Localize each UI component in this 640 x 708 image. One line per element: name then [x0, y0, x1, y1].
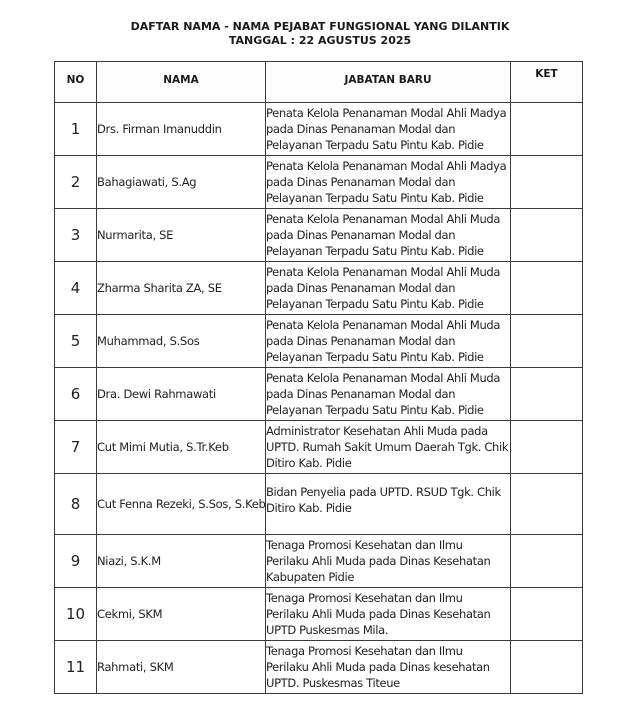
new-position [266, 262, 511, 315]
row-number: 1 [55, 103, 97, 156]
new-position [266, 535, 511, 588]
official-name: Zharma Sharita ZA, SE [97, 262, 266, 315]
position-line: Perilaku Ahli Muda pada Dinas kesehatan [266, 660, 490, 674]
position-line: Pelayanan Terpadu Satu Pintu Kab. Pidie [266, 350, 484, 364]
table-row [55, 535, 583, 588]
table-row [55, 315, 583, 368]
position-line: Pelayanan Terpadu Satu Pintu Kab. Pidie [266, 138, 484, 152]
remarks-cell [511, 103, 583, 156]
position-line: Pelayanan Terpadu Satu Pintu Kab. Pidie [266, 297, 484, 311]
header-ket: KET [511, 62, 583, 103]
position-line: Penata Kelola Penanaman Modal Ahli Muda [266, 318, 501, 332]
remarks-cell [511, 315, 583, 368]
table-row [55, 156, 583, 209]
row-number: 8 [55, 474, 97, 535]
position-line: Perilaku Ahli Muda pada Dinas Kesehatan [266, 554, 491, 568]
position-line: Administrator Kesehatan Ahli Muda pada [266, 424, 488, 438]
remarks-cell [511, 262, 583, 315]
position-line: pada Dinas Penanaman Modal dan [266, 281, 456, 295]
table-row [55, 368, 583, 421]
row-number: 6 [55, 368, 97, 421]
position-line: Penata Kelola Penanaman Modal Ahli Madya [266, 159, 507, 173]
position-line: pada Dinas Penanaman Modal dan [266, 387, 456, 401]
header-nama: NAMA [97, 62, 266, 103]
remarks-cell [511, 421, 583, 474]
position-line: Pelayanan Terpadu Satu Pintu Kab. Pidie [266, 403, 484, 417]
table-header-row [55, 62, 583, 103]
row-number: 10 [55, 588, 97, 641]
new-position [266, 474, 511, 535]
remarks-cell [511, 156, 583, 209]
table-row [55, 474, 583, 535]
table-row [55, 421, 583, 474]
official-name: Niazi, S.K.M [97, 535, 266, 588]
new-position [266, 588, 511, 641]
official-name: Dra. Dewi Rahmawati [97, 368, 266, 421]
new-position [266, 156, 511, 209]
official-name: Cut Fenna Rezeki, S.Sos, S.Keb [97, 474, 266, 535]
position-line: Pelayanan Terpadu Satu Pintu Kab. Pidie [266, 244, 484, 258]
position-line: Kabupaten Pidie [266, 570, 355, 584]
official-name: Drs. Firman Imanuddin [97, 103, 266, 156]
row-number: 5 [55, 315, 97, 368]
position-line: Penata Kelola Penanaman Modal Ahli Muda [266, 212, 501, 226]
position-line: Tenaga Promosi Kesehatan dan Ilmu [266, 591, 463, 605]
new-position [266, 641, 511, 694]
new-position [266, 315, 511, 368]
position-line: Ditiro Kab. Pidie [266, 501, 352, 515]
remarks-cell [511, 368, 583, 421]
header-no: NO [55, 62, 97, 103]
position-line: pada Dinas Penanaman Modal dan [266, 175, 456, 189]
header-jabatan: JABATAN BARU [266, 62, 511, 103]
row-number: 9 [55, 535, 97, 588]
row-number: 4 [55, 262, 97, 315]
position-line: pada Dinas Penanaman Modal dan [266, 334, 456, 348]
new-position [266, 368, 511, 421]
position-line: UPTD. Rumah Sakit Umum Daerah Tgk. Chik [266, 440, 509, 454]
table-row [55, 262, 583, 315]
position-line: UPTD. Puskesmas Titeue [266, 676, 400, 690]
new-position [266, 209, 511, 262]
position-line: Ditiro Kab. Pidie [266, 456, 352, 470]
table-row [55, 209, 583, 262]
official-name: Nurmarita, SE [97, 209, 266, 262]
official-name: Bahagiawati, S.Ag [97, 156, 266, 209]
position-line: Pelayanan Terpadu Satu Pintu Kab. Pidie [266, 191, 484, 205]
table-row [55, 588, 583, 641]
remarks-cell [511, 641, 583, 694]
position-line: Tenaga Promosi Kesehatan dan Ilmu [266, 538, 463, 552]
remarks-cell [511, 209, 583, 262]
document-date: TANGGAL : 22 AGUSTUS 2025 [228, 34, 412, 47]
official-name: Cekmi, SKM [97, 588, 266, 641]
position-line: UPTD Puskesmas Mila. [266, 623, 389, 637]
officials-table [54, 61, 583, 694]
table-body [55, 103, 583, 694]
position-line: Penata Kelola Penanaman Modal Ahli Muda [266, 371, 501, 385]
row-number: 11 [55, 641, 97, 694]
official-name: Muhammad, S.Sos [97, 315, 266, 368]
remarks-cell [511, 474, 583, 535]
position-line: Bidan Penyelia pada UPTD. RSUD Tgk. Chik [266, 485, 501, 499]
new-position [266, 103, 511, 156]
row-number: 2 [55, 156, 97, 209]
position-line: pada Dinas Penanaman Modal dan [266, 228, 456, 242]
remarks-cell [511, 535, 583, 588]
table-row [55, 103, 583, 156]
table-row [55, 641, 583, 694]
document-title: DAFTAR NAMA - NAMA PEJABAT FUNGSIONAL YANG DILANTIK [130, 20, 510, 33]
official-name: Cut Mimi Mutia, S.Tr.Keb [97, 421, 266, 474]
row-number: 3 [55, 209, 97, 262]
position-line: Penata Kelola Penanaman Modal Ahli Muda [266, 265, 501, 279]
position-line: Tenaga Promosi Kesehatan dan Ilmu [266, 644, 463, 658]
remarks-cell [511, 588, 583, 641]
official-name: Rahmati, SKM [97, 641, 266, 694]
new-position [266, 421, 511, 474]
row-number: 7 [55, 421, 97, 474]
position-line: Penata Kelola Penanaman Modal Ahli Madya [266, 106, 507, 120]
position-line: Perilaku Ahli Muda pada Dinas Kesehatan [266, 607, 491, 621]
position-line: pada Dinas Penanaman Modal dan [266, 122, 456, 136]
